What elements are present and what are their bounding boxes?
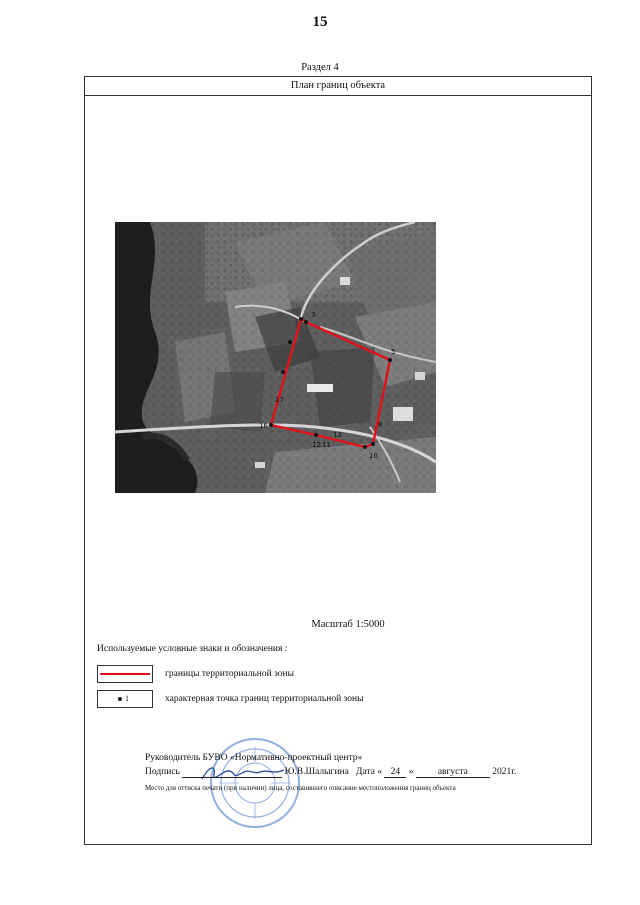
point-label: 11 bbox=[322, 441, 331, 449]
red-line-icon bbox=[100, 673, 150, 675]
point-label: 13 bbox=[333, 431, 342, 439]
date-month: августа bbox=[416, 767, 490, 778]
point-label: 16 bbox=[259, 422, 268, 430]
date-day: 24 bbox=[384, 767, 406, 778]
point-label: 5 bbox=[391, 348, 396, 356]
point-label: 3 bbox=[311, 311, 316, 319]
sign-label: Подпись bbox=[145, 767, 180, 777]
map-scale bbox=[85, 619, 591, 630]
legend-symbol-text: 1 bbox=[125, 694, 129, 703]
point-label: 17 bbox=[275, 396, 284, 404]
legend-item-point bbox=[97, 689, 363, 709]
scale-text: Масштаб 1:5000 bbox=[311, 619, 385, 630]
signature-line bbox=[145, 767, 516, 778]
date-day-close: » bbox=[408, 767, 414, 777]
legend-symbol-dot bbox=[97, 690, 153, 708]
point-label: 8 bbox=[378, 421, 383, 429]
legend-symbol-red-line bbox=[97, 665, 153, 683]
page-number: 15 bbox=[312, 14, 328, 30]
section-title: Раздел 4 bbox=[301, 62, 339, 73]
aerial-map-graphic bbox=[115, 222, 436, 493]
date-label: Дата « bbox=[355, 767, 382, 777]
date-year: 2021г. bbox=[492, 767, 517, 777]
legend-title: Используемые условные знаки и обозначения : bbox=[97, 644, 288, 654]
legend-item-boundary bbox=[97, 664, 294, 684]
aerial-map bbox=[115, 222, 436, 493]
legend-label: границы территориальной зоны bbox=[165, 669, 295, 679]
stamp-place-note: Место для оттиска печати (при наличии) лица, составившего описание местоположения границ объекта bbox=[145, 784, 456, 792]
point-label: 10 bbox=[369, 452, 378, 460]
frame-title: План границ объекта bbox=[85, 77, 591, 96]
legend-label: характерная точка границ территориальной зоны bbox=[165, 694, 364, 704]
dot-icon bbox=[118, 697, 122, 701]
signer-name: Ю.В.Шалыгина bbox=[284, 767, 349, 777]
point-label: 12 bbox=[312, 441, 321, 449]
plan-frame bbox=[84, 76, 592, 845]
signature-role: Руководитель БУВО «Нормативно-проектный центр» bbox=[145, 753, 363, 763]
